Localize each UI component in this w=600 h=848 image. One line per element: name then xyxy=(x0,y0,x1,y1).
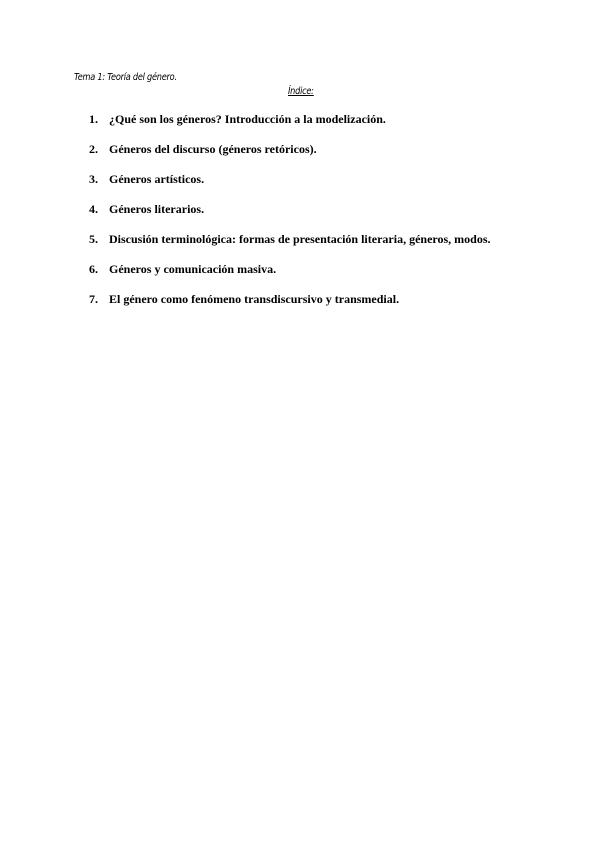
toc-item-number: 7. xyxy=(89,292,98,306)
toc-item-number: 6. xyxy=(89,262,98,276)
toc-item xyxy=(0,232,600,262)
toc-item-text: Géneros literarios. xyxy=(109,202,205,216)
toc-item xyxy=(0,112,600,142)
toc-item-number: 1. xyxy=(89,112,98,126)
toc-item xyxy=(0,202,600,232)
table-of-contents xyxy=(0,112,600,322)
toc-item-number: 4. xyxy=(89,202,98,216)
topic-title: Tema 1: Teoría del género. xyxy=(74,72,177,83)
toc-item xyxy=(0,262,600,292)
index-heading: Índice: xyxy=(288,86,314,97)
toc-item-text: Géneros y comunicación masiva. xyxy=(109,262,277,276)
toc-item-text: Géneros del discurso (géneros retóricos). xyxy=(109,142,317,156)
toc-item-text: Discusión terminológica: formas de presentación literaria, géneros, modos. xyxy=(109,232,491,246)
toc-item xyxy=(0,142,600,172)
toc-item-number: 5. xyxy=(89,232,98,246)
toc-item-text: El género como fenómeno transdiscursivo y transmedial. xyxy=(109,292,400,306)
toc-item-number: 3. xyxy=(89,172,98,186)
toc-item xyxy=(0,292,600,322)
toc-item xyxy=(0,172,600,202)
toc-item-number: 2. xyxy=(89,142,98,156)
toc-item-text: Géneros artísticos. xyxy=(109,172,205,186)
toc-item-text: ¿Qué son los géneros? Introducción a la modelización. xyxy=(109,112,386,126)
